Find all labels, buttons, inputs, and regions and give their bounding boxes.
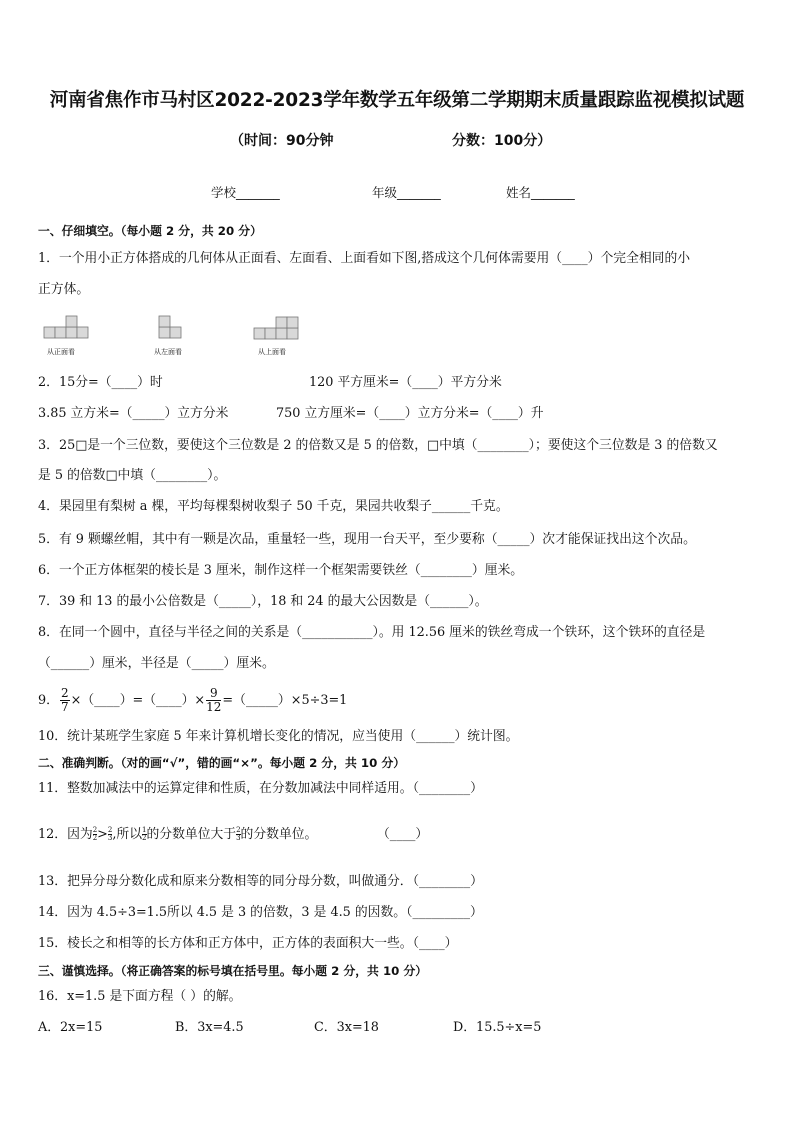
question-8-line-2: （______）厘米，半径是（_____）厘米。 (38, 656, 275, 671)
option-d[interactable]: D．15.5÷x=5 (453, 1020, 542, 1035)
question-7: 7．39 和 13 的最小公倍数是（_____），18 和 24 的最大公因数是（______）。 (38, 594, 488, 609)
question-2-c: 3.85 立方米=（_____）立方分米 (38, 406, 229, 421)
section-2-heading: 二、准确判断。（对的画“√”，错的画“×”。每小题 2 分，共 10 分） (38, 756, 406, 770)
question-9-prefix: 9． (38, 693, 59, 708)
question-6: 6．一个正方体框架的棱长是 3 厘米，制作这样一个框架需要铁丝（________）厘米。 (38, 563, 524, 578)
option-b[interactable]: B．3x=4.5 (175, 1020, 244, 1035)
question-14: 14．因为 4.5÷3=1.5所以 4.5 是 3 的倍数，3 是 4.5 的因数。（_________） (38, 905, 483, 920)
page-title: 河南省焦作市马村区2022-2023学年数学五年级第二学期期末质量跟踪监视模拟试题 (49, 90, 745, 111)
front-view-figure (42, 315, 90, 343)
fraction-2-2: $\frac{2}{2}$ (92, 826, 98, 842)
exam-score: 分数：100分） (452, 133, 552, 149)
name-field[interactable]: 姓名_______ (506, 185, 575, 200)
question-13: 13．把异分母分数化成和原来分数相等的同分母分数，叫做通分．（________） (38, 874, 483, 889)
question-9 (38, 686, 347, 716)
top-view-figure (253, 313, 299, 343)
question-12-blank[interactable]: （____） (377, 827, 429, 842)
question-11: 11．整数加减法中的运算定律和性质，在分数加减法中同样适用。（________） (38, 781, 483, 796)
option-c[interactable]: C．3x=18 (314, 1020, 379, 1035)
fraction-9-12: $\frac{9}{12}$ (206, 686, 222, 714)
question-9-middle: ×（____）=（____）× (70, 693, 206, 708)
fraction-2-3-b: $\frac{2}{3}$ (236, 826, 241, 842)
question-3-line-1: 3．25□是一个三位数，要使这个三位数是 2 的倍数又是 5 的倍数，□中填（________）；要使这个三位数是 3 的倍数又 (38, 438, 718, 453)
left-view-figure (157, 315, 183, 343)
question-12: 12．因为 $\frac{2}{2}$ > $\frac{2}{3}$ ,所以 $\frac{1}{2}$ 的分数单位大于 $\frac{2}{3}$ 的分数单位。 (38, 826, 318, 842)
question-1-line-1: 1．一个用小正方体搭成的几何体从正面看、左面看、上面看如下图,搭成这个几何体需要用（____）个完全相同的小 (38, 251, 691, 266)
front-view-caption: 从正面看 (47, 348, 75, 356)
exam-time: （时间：90分钟 (230, 133, 334, 149)
section-3-heading: 三、谨慎选择。（将正确答案的标号填在括号里。每小题 2 分，共 10 分） (38, 964, 428, 978)
question-2-d: 750 立方厘米=（____）立方分米=（____）升 (276, 406, 544, 421)
fraction-2-3: $\frac{2}{3}$ (107, 826, 113, 842)
question-9-end: =（_____）×5÷3=1 (222, 693, 348, 708)
question-15: 15．棱长之和相等的长方体和正方体中，正方体的表面积大一些。（____） (38, 936, 458, 951)
top-view-caption: 从上面看 (258, 348, 286, 356)
question-8-line-1: 8．在同一个圆中，直径与半径之间的关系是（___________）。用 12.56 厘米的铁丝弯成一个铁环，这个铁环的直径是 (38, 625, 706, 640)
question-4: 4．果园里有梨树 a 棵，平均每棵梨树收梨子 50 千克，果园共收梨子______千克。 (38, 499, 509, 514)
section-1-heading: 一、仔细填空。（每小题 2 分，共 20 分） (38, 224, 262, 238)
left-view-caption: 从左面看 (154, 348, 182, 356)
question-2-a: 2．15分=（____）时 (38, 375, 163, 390)
school-field[interactable]: 学校_______ (211, 185, 280, 200)
option-a[interactable]: A．2x=15 (38, 1020, 103, 1035)
question-16: 16．x=1.5 是下面方程（ ）的解。 (38, 989, 242, 1004)
fraction-1-2: $\frac{1}{2}$ (142, 826, 147, 842)
question-10: 10．统计某班学生家庭 5 年来计算机增长变化的情况，应当使用（______）统计图。 (38, 729, 519, 744)
fraction-2-7: $\frac{2}{7}$ (60, 686, 69, 714)
question-1-line-2: 正方体。 (38, 282, 90, 297)
question-5: 5．有 9 颗螺丝帽，其中有一颗是次品，重量轻一些，现用一台天平，至少要称（_____）次才能保证找出这个次品。 (38, 532, 696, 547)
question-3-line-2: 是 5 的倍数□中填（________）。 (38, 468, 227, 483)
question-2-b: 120 平方厘米=（____）平方分米 (309, 375, 502, 390)
grade-field[interactable]: 年级_______ (372, 185, 441, 200)
